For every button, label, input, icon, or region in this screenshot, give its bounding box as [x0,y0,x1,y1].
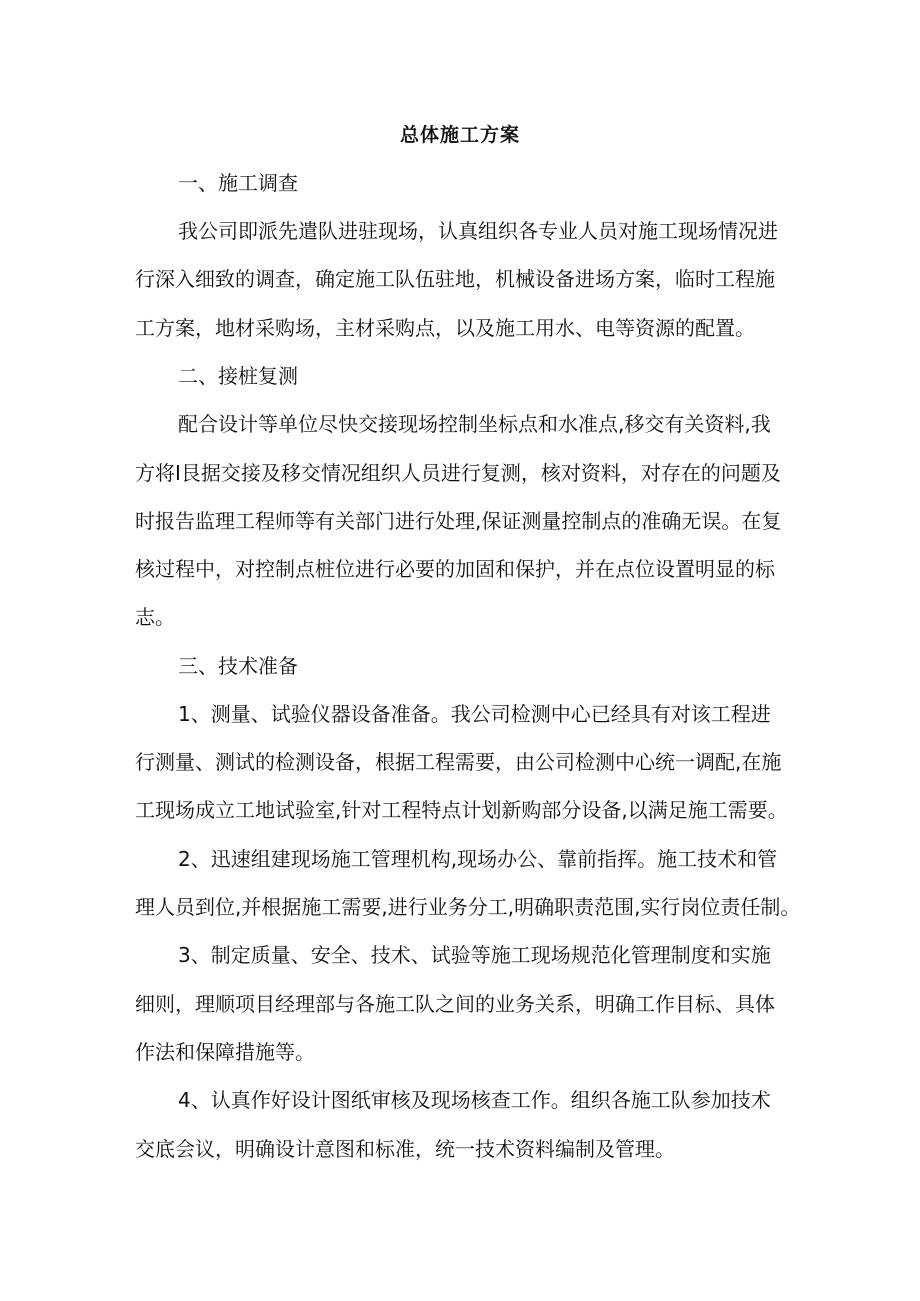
section-heading-2: 二、接桩复测 [178,364,298,388]
paragraph-line: 行深入细致的调查，确定施工队伍驻地，机械设备进场方案，临时工程施 [135,267,775,291]
paragraph-line: 时报告监理工程师等有关部门进行处理,保证测量控制点的准确无误。在复 [135,509,782,533]
paragraph-line: 4、认真作好设计图纸审核及现场核查工作。组织各施工队参加技术 [178,1088,771,1112]
paragraph-line: 1、测量、试验仪器设备准备。我公司检测中心已经具有对该工程进 [178,702,771,726]
paragraph-line: 行测量、测试的检测设备，根据工程需要，由公司检测中心统一调配,在施 [135,750,782,774]
section-heading-1: 一、施工调查 [178,171,298,195]
paragraph-line: 工方案，地材采购场，主材采购点，以及施工用水、电等资源的配置。 [135,316,755,340]
paragraph-line: 志。 [135,605,175,629]
paragraph-line: 我公司即派先遣队进驻现场，认真组织各专业人员对施工现场情况进 [178,219,778,243]
paragraph-line: 方将Ⅰ艮据交接及移交情况组织人员进行复测，核对资料，对存在的问题及 [135,461,781,485]
paragraph-line: 配合设计等单位尽快交接现场控制坐标点和水准点,移交有关资料,我 [178,412,771,436]
paragraph-line: 核过程中，对控制点桩位进行必要的加固和保护，并在点位设置明显的标 [135,557,775,581]
paragraph-line: 2、迅速组建现场施工管理机构,现场办公、靠前指挥。施工技术和管 [178,847,778,871]
paragraph-line: 理人员到位,并根据施工需要,进行业务分工,明确职责范围,实行岗位责任制。 [135,895,801,919]
paragraph-line: 工现场成立工地试验室,针对工程特点计划新购部分设备,以满足施工需要。 [135,798,788,822]
document-title: 总体施工方案 [399,124,520,146]
paragraph-line: 交底会议，明确设计意图和标准，统一技术资料编制及管理。 [135,1137,675,1161]
section-heading-3: 三、技术准备 [178,654,298,678]
paragraph-line: 3、制定质量、安全、技术、试验等施工现场规范化管理制度和实施 [178,943,771,967]
paragraph-line: 细则，理顺项目经理部与各施工队之间的业务关系，明确工作目标、具体 [135,992,775,1016]
paragraph-line: 作法和保障措施等。 [135,1040,315,1064]
